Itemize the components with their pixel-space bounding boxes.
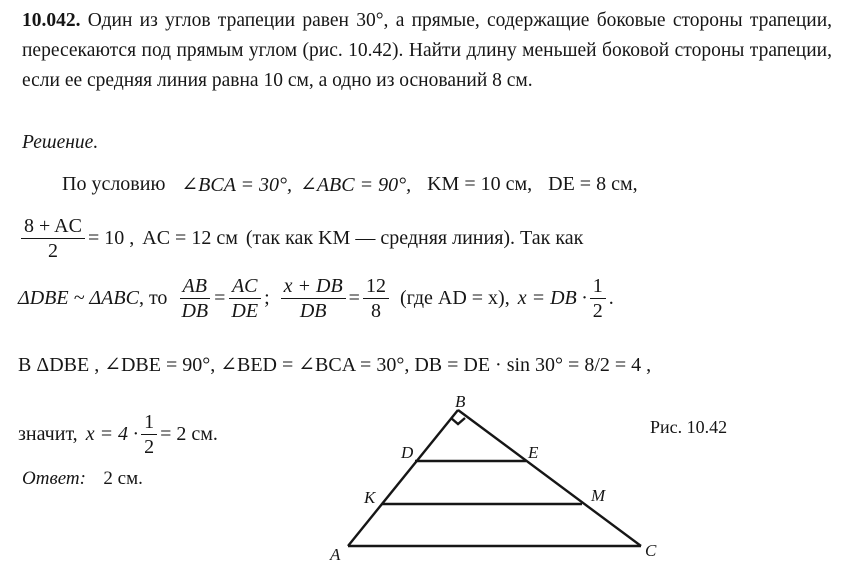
point-label-m: M (591, 486, 606, 505)
figure-caption: Рис. 10.42 (650, 417, 728, 437)
condition-prefix: По условию (62, 173, 166, 195)
de-length: DE = 8 см, (548, 173, 638, 195)
point-label-b: B (455, 392, 466, 411)
point-label-c: C (645, 541, 657, 560)
point-label-k: K (364, 488, 376, 507)
answer-value: 2 см. (103, 468, 143, 489)
answer (22, 468, 143, 490)
fraction-midline: $\frac{8 + AC}{2}$ (21, 214, 85, 263)
angle-abc: ∠ABC = 90°, (300, 174, 412, 196)
similarity: ΔDBE ~ ΔABC (18, 287, 139, 309)
right-angle-mark (451, 418, 465, 424)
solution-line-3: ΔDBE ~ ΔABC , то $\frac{AB}{DB}$ = $\frac{AC}{DE}$ ; $\frac{x + DB}{DB}$ = $\frac{12}{8}$ (где AD = x), x = DB · $\frac{1}{2}$ . (18, 275, 614, 322)
midline-eq: = 10 , (87, 227, 135, 249)
solution-heading: Решение. (22, 132, 99, 153)
where-note: (где AD = x), (399, 287, 510, 309)
answer-label: Ответ: (22, 468, 86, 489)
angle-bca: ∠BCA = 30°, (181, 174, 293, 196)
midline-note: (так как KM — средняя линия). Так как (245, 227, 584, 249)
fraction-1-2: $\frac{1}{2}$ (590, 274, 606, 323)
ac-length: AC = 12 см (142, 227, 238, 249)
fraction-ab-db: $\frac{AB}{DB}$ (181, 275, 209, 322)
point-label-e: E (528, 443, 539, 462)
solution-line-4: В ΔDBE , ∠DBE = 90°, ∠BED = ∠BCA = 30°, DB = DE · sin 30° = 8/2 = 4 , (18, 354, 652, 376)
segment-ab (348, 410, 458, 546)
km-length: KM = 10 см, (427, 173, 533, 195)
fraction-1-2b: $\frac{1}{2}$ (141, 410, 157, 459)
solution-line-5: значит, x = 4 · $\frac{1}{2}$ = 2 см. (18, 411, 218, 458)
point-label-a: A (330, 545, 341, 564)
point-label-d: D (401, 443, 414, 462)
problem-text: Один из углов трапеции равен 30°, а прямые, содержащие боковые стороны трапеции, пересекаются под прямым углом (рис. 10.42). Найти длину меньшей боковой стороны трапеции, если ее средняя линия равна 10 см, а одно из оснований 8 см. (22, 10, 832, 91)
segment-bc (458, 410, 641, 546)
fraction-ac-de: $\frac{AC}{DE}$ (228, 274, 261, 323)
fraction-xdb-db: $\frac{x + DB}{DB}$ (281, 274, 346, 323)
fraction-12-8: $\frac{12}{8}$ (363, 274, 389, 323)
problem-number: 10.042. (22, 10, 81, 31)
